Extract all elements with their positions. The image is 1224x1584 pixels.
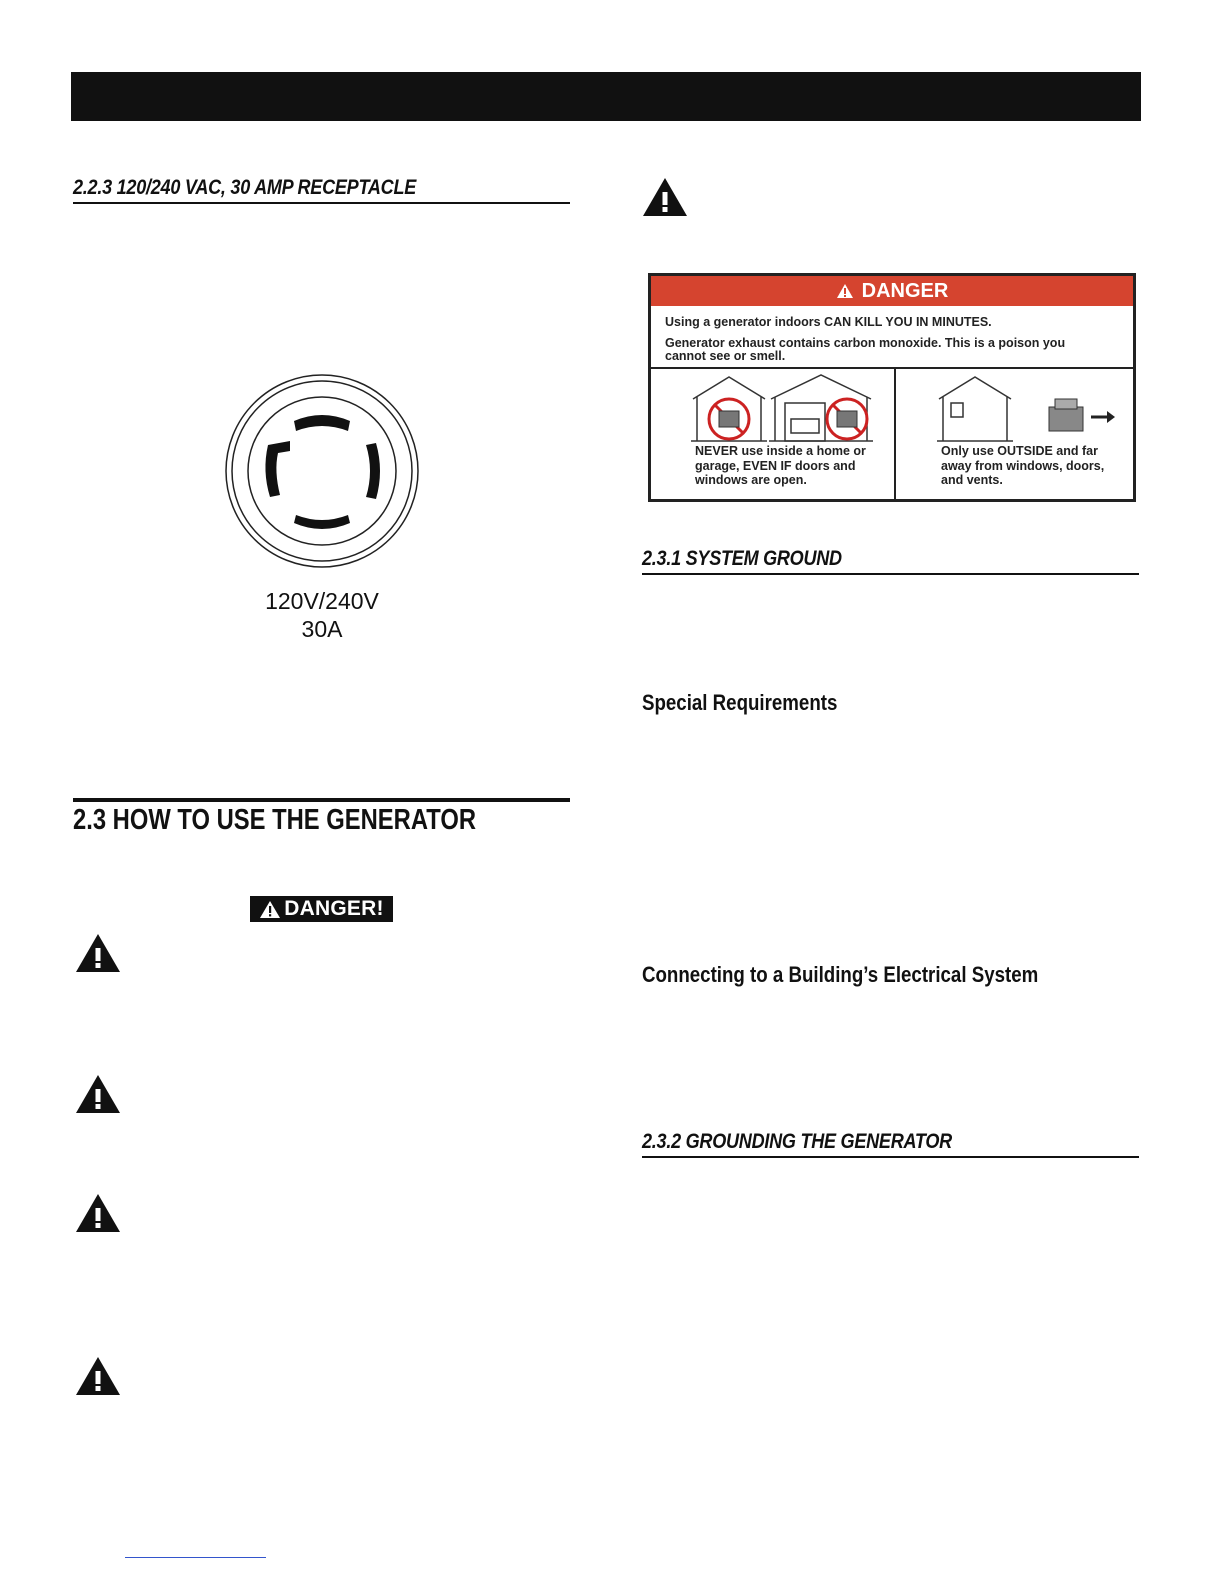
grounding-heading-rule bbox=[642, 1156, 1139, 1158]
warning-triangle-icon bbox=[642, 177, 688, 217]
danger-label-header bbox=[651, 276, 1133, 306]
danger-label-only-text: Only use OUTSIDE and far away from windows, doors, and vents. bbox=[941, 444, 1105, 487]
warning-triangle-icon bbox=[75, 933, 121, 973]
danger-label-line1: Using a generator indoors CAN KILL YOU IN MINUTES. bbox=[665, 315, 992, 329]
section-heading: 2.3 HOW TO USE THE GENERATOR bbox=[73, 804, 477, 836]
danger-tag-label: DANGER! bbox=[284, 897, 384, 920]
danger-label-illustrations bbox=[651, 369, 1133, 449]
grounding-heading: 2.3.2 GROUNDING THE GENERATOR bbox=[642, 1130, 952, 1153]
warning-triangle-icon bbox=[836, 283, 854, 299]
warning-triangle-icon bbox=[259, 900, 281, 919]
section-heading-rule bbox=[73, 798, 570, 802]
house-icon bbox=[691, 377, 767, 441]
warning-triangle-icon bbox=[75, 1193, 121, 1233]
receptacle-voltage-label: 120V/240V bbox=[265, 588, 379, 614]
system-ground-heading: 2.3.1 SYSTEM GROUND bbox=[642, 547, 842, 570]
receptacle-heading: 2.2.3 120/240 VAC, 30 AMP RECEPTACLE bbox=[73, 176, 417, 199]
page-header-bar bbox=[71, 72, 1141, 121]
receptacle-amps-label: 30A bbox=[301, 616, 343, 642]
danger-label-title: DANGER bbox=[861, 279, 949, 302]
danger-label-line2: Generator exhaust contains carbon monoxide. This is a poison you cannot see or smell. bbox=[665, 336, 1066, 363]
connecting-heading: Connecting to a Building’s Electrical System bbox=[642, 962, 1039, 987]
warning-triangle-icon bbox=[75, 1356, 121, 1396]
danger-label-never-text: NEVER use inside a home or garage, EVEN IF doors and windows are open. bbox=[695, 444, 866, 487]
generator-icon bbox=[1049, 407, 1083, 431]
footer-link-underline[interactable] bbox=[125, 1557, 266, 1558]
danger-tag bbox=[250, 896, 393, 922]
system-ground-heading-rule bbox=[642, 573, 1139, 575]
house-icon bbox=[937, 377, 1013, 441]
warning-triangle-icon bbox=[75, 1074, 121, 1114]
receptacle-heading-rule bbox=[73, 202, 570, 204]
receptacle-diagram bbox=[224, 373, 420, 569]
danger-safety-label bbox=[648, 273, 1136, 502]
special-requirements-heading: Special Requirements bbox=[642, 690, 838, 715]
